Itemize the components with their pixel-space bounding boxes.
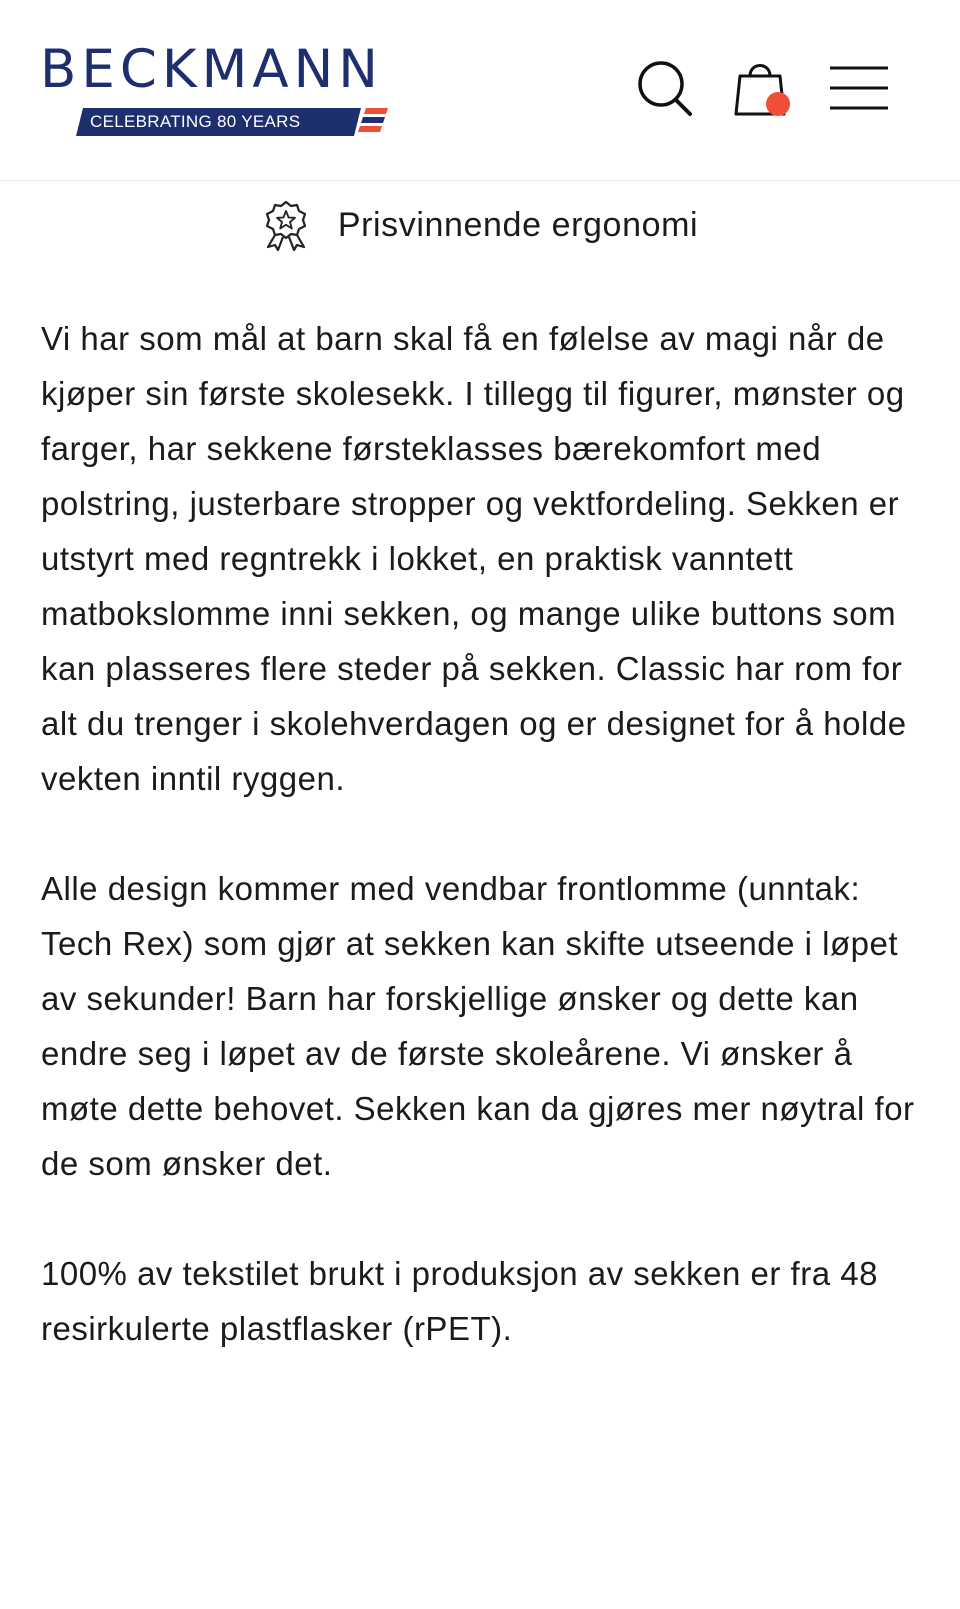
product-description [41,311,921,1411]
flag-stripes-icon [358,108,398,136]
brand-tagline: CELEBRATING 80 YEARS [90,112,301,131]
shopping-bag-icon[interactable] [730,56,794,120]
search-icon[interactable] [634,56,698,120]
site-header [0,0,960,181]
award-ribbon-icon [262,199,310,251]
brand-logo[interactable] [40,40,412,140]
brand-wordmark: BECKMANN [40,39,383,100]
description-paragraph-3: 100% av tekstilet brukt i produksjon av sekken er fra 48 resirkulerte plastflasker (rPET). [41,1255,878,1347]
cart-indicator-badge [766,92,790,116]
feature-label: Prisvinnende ergonomi [337,206,699,244]
description-paragraph-1: Vi har som mål at barn skal få en følelse av magi når de kjøper sin første skolesekk. I tillegg til figurer, mønster og farger, har sekkene førsteklasses bærekomfort med polstring, justerbare stropper og vektfordeling. Sekken er utstyrt med regntrekk i lokket, en praktisk vanntett matbokslomme inni sekken, og mange ulike buttons som kan plasseres flere steder på sekken. Classic har rom for alt du trenger i skolehverdagen og er designet for å holde vekten inntil ryggen. [41,320,907,797]
hamburger-menu-icon[interactable] [826,56,890,120]
description-paragraph-2: Alle design kommer med vendbar frontlomme (unntak: Tech Rex) som gjør at sekken kan skifte utseende i løpet av sekunder! Barn har forskjellige ønsker og dette kan endre seg i løpet av de første skoleårene. Vi ønsker å møte dette behovet. Sekken kan da gjøres mer nøytral for de som ønsker det. [41,870,915,1182]
feature-highlight [0,190,960,260]
